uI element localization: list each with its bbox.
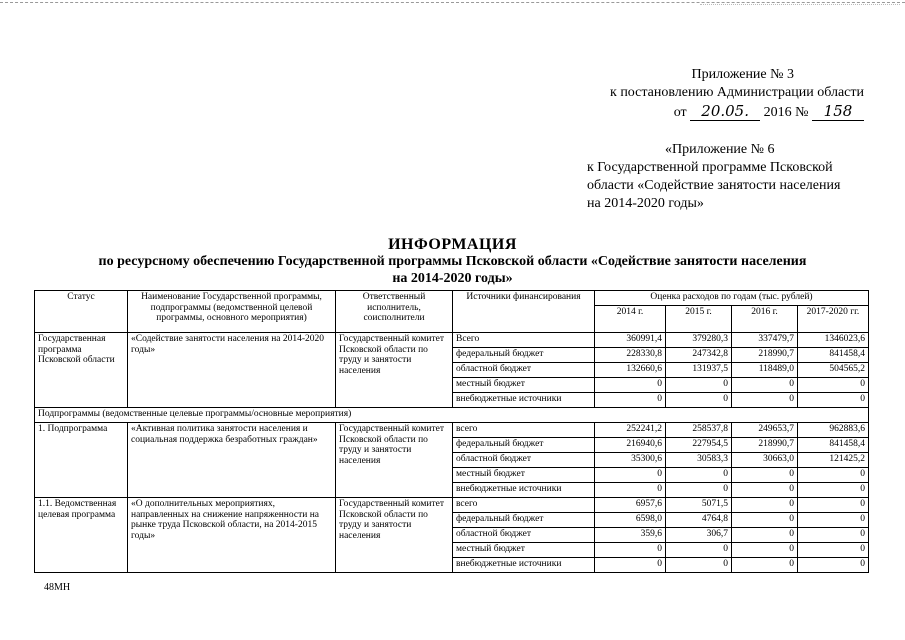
sub11-executor: Государственный комитет Псковской области по труду и занятости населения (336, 498, 453, 573)
value-cell: 132660,6 (595, 363, 666, 378)
source-label: областной бюджет (453, 528, 595, 543)
source-label: Всего (453, 333, 595, 348)
subprograms-label: Подпрограммы (ведомственные целевые программы/основные мероприятия) (35, 408, 869, 423)
table-row (35, 408, 869, 423)
value-cell: 258537,8 (666, 423, 732, 438)
program-executor: Государственный комитет Псковской области по труду и занятости населения (336, 333, 453, 408)
title-heading: ИНФОРМАЦИЯ (388, 236, 517, 253)
value-cell: 121425,2 (798, 453, 869, 468)
value-cell: 0 (732, 543, 798, 558)
source-label: федеральный бюджет (453, 348, 595, 363)
header-name: Наименование Государственной программы, подпрограммы (ведомственной целевой программы, основного мероприятия) (128, 291, 336, 333)
header-year: 2017-2020 гг. (798, 306, 869, 333)
appendix-6-line3: области «Содействие занятости населения (587, 178, 841, 193)
appendix-6-title: «Приложение № 6 (665, 142, 775, 157)
value-cell: 504565,2 (798, 363, 869, 378)
value-cell: 1346023,6 (798, 333, 869, 348)
handwritten-date: 20.05. (690, 102, 760, 121)
source-label: областной бюджет (453, 453, 595, 468)
value-cell: 962883,6 (798, 423, 869, 438)
sub1-name: «Активная политика занятости населения и социальная поддержка безработных граждан» (128, 423, 336, 498)
document-title (40, 236, 865, 287)
value-cell: 0 (798, 513, 869, 528)
value-cell: 0 (732, 498, 798, 513)
header-estimate: Оценка расходов по годам (тыс. рублей) (595, 291, 869, 306)
value-cell: 131937,5 (666, 363, 732, 378)
table-row (35, 498, 869, 513)
value-cell: 0 (666, 483, 732, 498)
value-cell: 0 (595, 468, 666, 483)
value-cell: 247342,8 (666, 348, 732, 363)
appendix-6-line4: на 2014-2020 годы» (587, 196, 704, 211)
source-label: внебюджетные источники (453, 393, 595, 408)
value-cell: 841458,4 (798, 438, 869, 453)
value-cell: 227954,5 (666, 438, 732, 453)
value-cell: 0 (595, 378, 666, 393)
value-cell: 30663,0 (732, 453, 798, 468)
source-label: местный бюджет (453, 543, 595, 558)
value-cell: 0 (798, 468, 869, 483)
title-line2: на 2014-2020 годы» (392, 271, 513, 286)
source-label: местный бюджет (453, 378, 595, 393)
handwritten-number: 158 (812, 102, 864, 121)
source-label: местный бюджет (453, 468, 595, 483)
value-cell: 0 (666, 468, 732, 483)
value-cell: 0 (595, 543, 666, 558)
appendix-3-date-line (584, 102, 864, 122)
value-cell: 5071,5 (666, 498, 732, 513)
source-label: областной бюджет (453, 363, 595, 378)
value-cell: 379280,3 (666, 333, 732, 348)
value-cell: 0 (732, 558, 798, 573)
value-cell: 6957,6 (595, 498, 666, 513)
source-label: федеральный бюджет (453, 438, 595, 453)
appendix-3-title: Приложение № 3 (691, 67, 794, 82)
header-year: 2015 г. (666, 306, 732, 333)
value-cell: 0 (595, 483, 666, 498)
title-line1: по ресурсному обеспечению Государственной программы Псковской области «Содействие занятости населения (98, 254, 807, 269)
value-cell: 0 (798, 498, 869, 513)
value-cell: 0 (732, 378, 798, 393)
value-cell: 118489,0 (732, 363, 798, 378)
value-cell: 0 (798, 483, 869, 498)
resource-table (34, 290, 869, 573)
source-label: всего (453, 498, 595, 513)
value-cell: 0 (798, 543, 869, 558)
value-cell: 841458,4 (798, 348, 869, 363)
appendix-6-header (587, 141, 865, 213)
scan-edge-line (0, 2, 905, 3)
source-label: всего (453, 423, 595, 438)
header-sources: Источники финансирования (453, 291, 595, 333)
value-cell: 252241,2 (595, 423, 666, 438)
value-cell: 216940,6 (595, 438, 666, 453)
value-cell: 0 (595, 393, 666, 408)
sub1-status: 1. Подпрограмма (35, 423, 128, 498)
table-row (35, 423, 869, 438)
value-cell: 0 (595, 558, 666, 573)
value-cell: 0 (798, 378, 869, 393)
program-status: Государственная программа Псковской области (35, 333, 128, 408)
sub1-executor: Государственный комитет Псковской области по труду и занятости населения (336, 423, 453, 498)
sub11-name: «О дополнительных мероприятиях, направленных на снижение напряженности на рынке труда Псковской области, на 2014-2015 годы» (128, 498, 336, 573)
value-cell: 0 (732, 528, 798, 543)
value-cell: 0 (798, 393, 869, 408)
value-cell: 0 (666, 378, 732, 393)
source-label: внебюджетные источники (453, 558, 595, 573)
value-cell: 0 (798, 528, 869, 543)
year-label: 2016 № (763, 105, 809, 120)
table-header-row (35, 291, 869, 306)
value-cell: 360991,4 (595, 333, 666, 348)
value-cell: 0 (732, 468, 798, 483)
value-cell: 0 (732, 393, 798, 408)
header-year: 2016 г. (732, 306, 798, 333)
value-cell: 249653,7 (732, 423, 798, 438)
value-cell: 30583,3 (666, 453, 732, 468)
value-cell: 228330,8 (595, 348, 666, 363)
header-status: Статус (35, 291, 128, 333)
source-label: внебюджетные источники (453, 483, 595, 498)
program-name: «Содействие занятости населения на 2014-2020 годы» (128, 333, 336, 408)
value-cell: 0 (666, 558, 732, 573)
header-executor: Ответственный исполнитель, соисполнители (336, 291, 453, 333)
scan-edge-dots (700, 4, 900, 5)
value-cell: 4764,8 (666, 513, 732, 528)
value-cell: 218990,7 (732, 438, 798, 453)
source-label: федеральный бюджет (453, 513, 595, 528)
value-cell: 0 (666, 393, 732, 408)
value-cell: 0 (732, 513, 798, 528)
table-row (35, 333, 869, 348)
page-footer-code: 48МН (44, 582, 71, 593)
appendix-3-header (584, 66, 864, 122)
sub11-status: 1.1. Ведомственная целевая программа (35, 498, 128, 573)
value-cell: 35300,6 (595, 453, 666, 468)
header-year: 2014 г. (595, 306, 666, 333)
value-cell: 0 (732, 483, 798, 498)
value-cell: 6598,0 (595, 513, 666, 528)
value-cell: 359,6 (595, 528, 666, 543)
date-prefix: от (673, 105, 687, 120)
appendix-3-resolution: к постановлению Администрации области (610, 85, 864, 100)
value-cell: 337479,7 (732, 333, 798, 348)
value-cell: 218990,7 (732, 348, 798, 363)
value-cell: 306,7 (666, 528, 732, 543)
value-cell: 0 (666, 543, 732, 558)
appendix-6-line2: к Государственной программе Псковской (587, 160, 833, 175)
value-cell: 0 (798, 558, 869, 573)
